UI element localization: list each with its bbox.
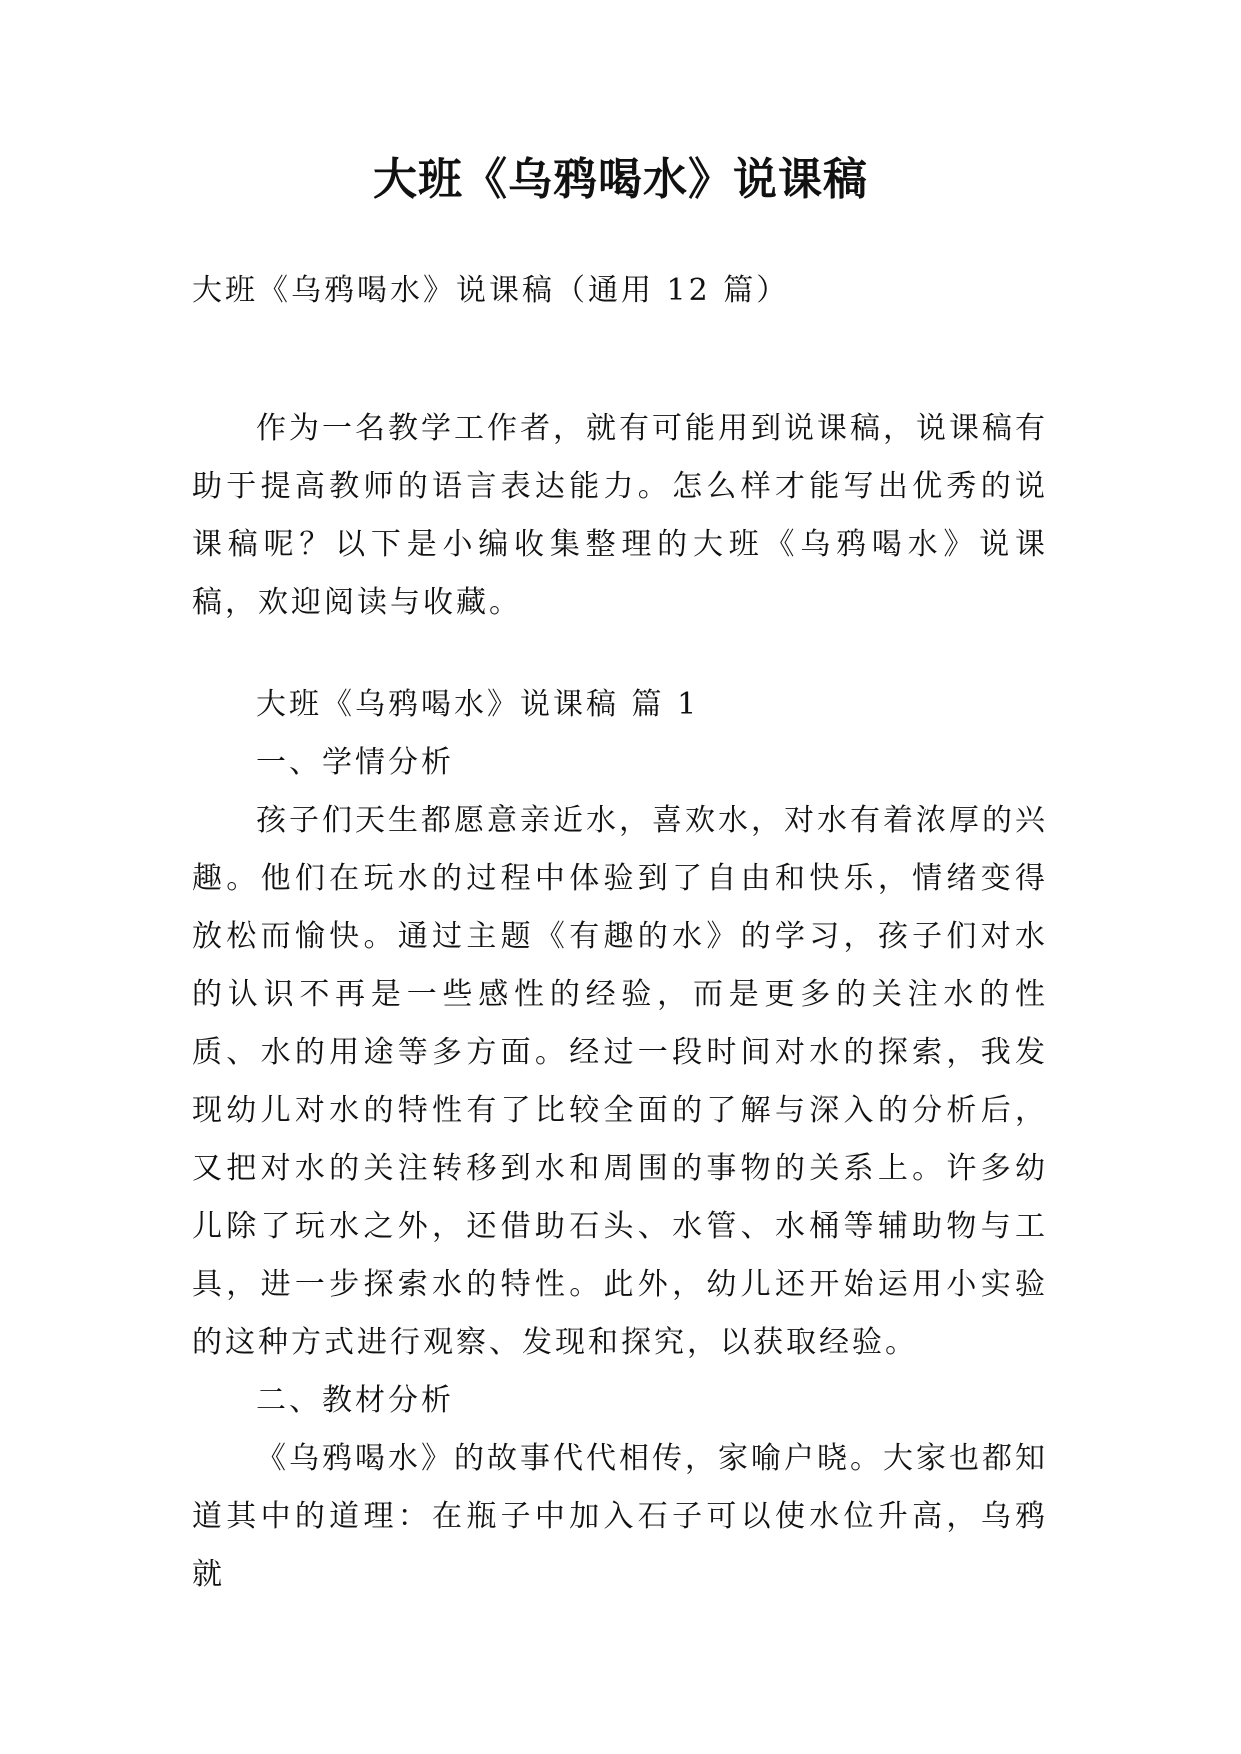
section-heading-material-analysis: 二、教材分析: [256, 1383, 454, 1418]
intro-paragraph: 作为一名教学工作者，就有可能用到说课稿，说课稿有助于提高教师的语言表达能力。怎么样才能写出优秀的说课稿呢？以下是小编收集整理的大班《乌鸦喝水》说课稿，欢迎阅读与收藏。: [192, 411, 1048, 620]
document-title: 大班《乌鸦喝水》说课稿: [373, 154, 868, 205]
section-paragraph-material-analysis: 《乌鸦喝水》的故事代代相传，家喻户晓。大家也都知道其中的道理：在瓶子中加入石子可以使水位升高，乌鸦就: [192, 1441, 1048, 1592]
part-heading: 大班《乌鸦喝水》说课稿 篇 1: [256, 687, 700, 722]
section-paragraph-learning-analysis: 孩子们天生都愿意亲近水，喜欢水，对水有着浓厚的兴趣。他们在玩水的过程中体验到了自由和快乐，情绪变得放松而愉快。通过主题《有趣的水》的学习，孩子们对水的认识不再是一些感性的经验，而是更多的关注水的性质、水的用途等多方面。经过一段时间对水的探索，我发现幼儿对水的特性有了比较全面的了解与深入的分析后，又把对水的关注转移到水和周围的事物的关系上。许多幼儿除了玩水之外，还借助石头、水管、水桶等辅助物与工具，进一步探索水的特性。此外，幼儿还开始运用小实验的这种方式进行观察、发现和探究，以获取经验。: [192, 803, 1048, 1360]
article-body: [192, 676, 1048, 1604]
section-heading-learning-analysis: 一、学情分析: [256, 745, 454, 780]
document-subtitle: 大班《乌鸦喝水》说课稿（通用 12 篇）: [192, 273, 790, 308]
